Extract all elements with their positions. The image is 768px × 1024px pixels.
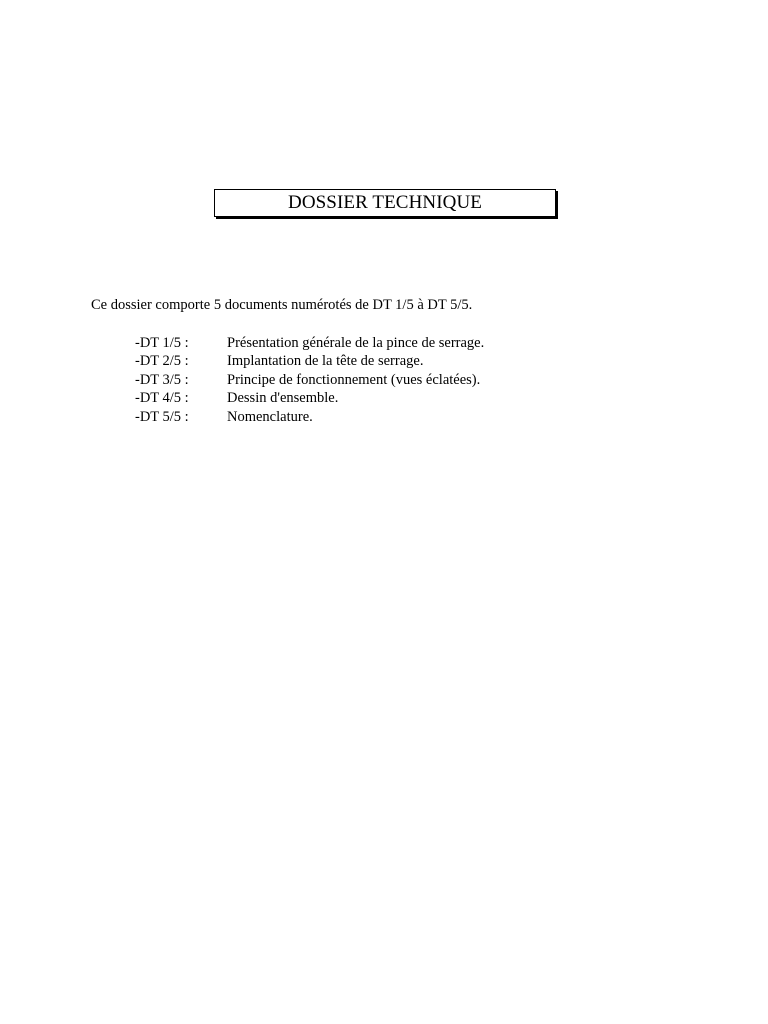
document-code: -DT 2/5 : [135, 353, 189, 370]
document-description: Dessin d'ensemble. [227, 390, 339, 407]
list-item [135, 389, 484, 407]
page-title: DOSSIER TECHNIQUE [288, 192, 482, 213]
list-item [135, 352, 484, 370]
document-description: Présentation générale de la pince de serrage. [227, 335, 485, 351]
list-item [135, 334, 484, 352]
document-description: Principe de fonctionnement (vues éclatées). [227, 371, 481, 388]
document-description: Implantation de la tête de serrage. [227, 353, 424, 370]
document-code: -DT 1/5 : [135, 335, 189, 351]
list-item [135, 371, 484, 389]
title-box [214, 189, 556, 217]
list-item [135, 408, 484, 426]
document-code: -DT 5/5 : [135, 408, 189, 425]
document-code: -DT 3/5 : [135, 371, 189, 388]
document-code: -DT 4/5 : [135, 390, 189, 407]
document-description: Nomenclature. [227, 408, 313, 425]
intro-text: Ce dossier comporte 5 documents numérotés de DT 1/5 à DT 5/5. [91, 297, 473, 313]
document-list [135, 334, 484, 426]
